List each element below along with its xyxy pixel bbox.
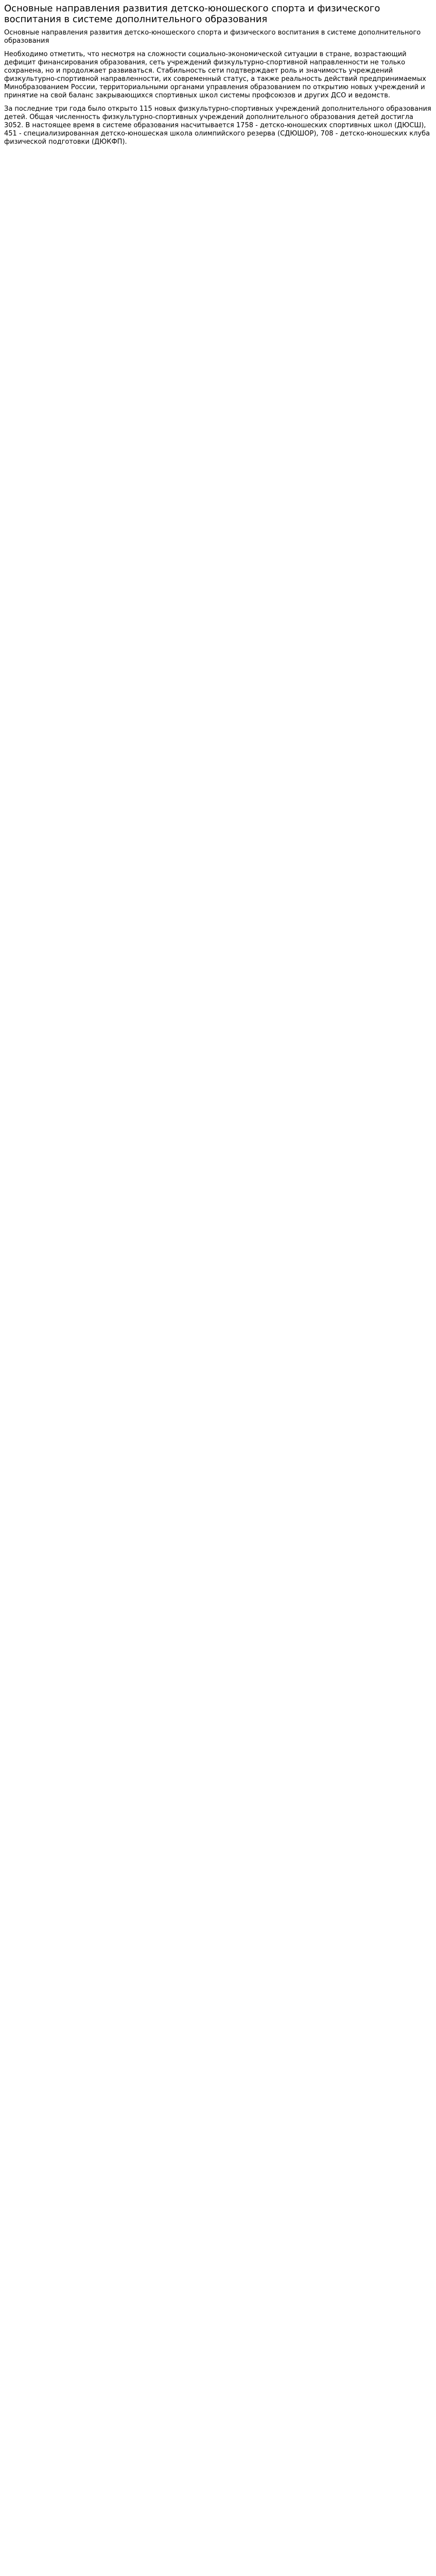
- paragraph-3: За последние три года было открыто 115 новых физкультурно-спортивных учреждений дополнительного образования детей. Общая численность физкультурно-спортивных учреждений дополнительного образования детей достигла 3052. В настоящее время в системе образования насчитывается 1758 - детско-юношеских спортивных школ (ДЮСШ), 451 - специализированная детско-юношеская школа олимпийского резерва (СДЮШОР), 708 - детско-юношеских клуба физической подготовки (ДЮКФП).: [4, 105, 433, 146]
- document-body: [4, 29, 432, 146]
- document-title: Основные направления развития детско-юношеского спорта и физического воспитания в системе дополнительного образования: [4, 3, 380, 25]
- paragraph-2: Необходимо отметить, что несмотря на сложности социально-экономической ситуации в стране, возрастающий дефицит финансирования образования, сеть учреждений физкультурно-спортивной направленности не только сохранена, но и продолжает развиваться. Стабильность сети подтверждает роль и значимость учреждений физкультурно-спортивной направленности, их современный статус, а также реальность действий предпринимаемых Минобразованием России, территориальными органами управления образованием по открытию новых учреждений и принятие на свой баланс закрывающихся спортивных школ системы профсоюзов и других ДСО и ведомств.: [4, 50, 428, 99]
- paragraph-1: Основные направления развития детско-юношеского спорта и физического воспитания в системе дополнительного образования: [4, 29, 423, 45]
